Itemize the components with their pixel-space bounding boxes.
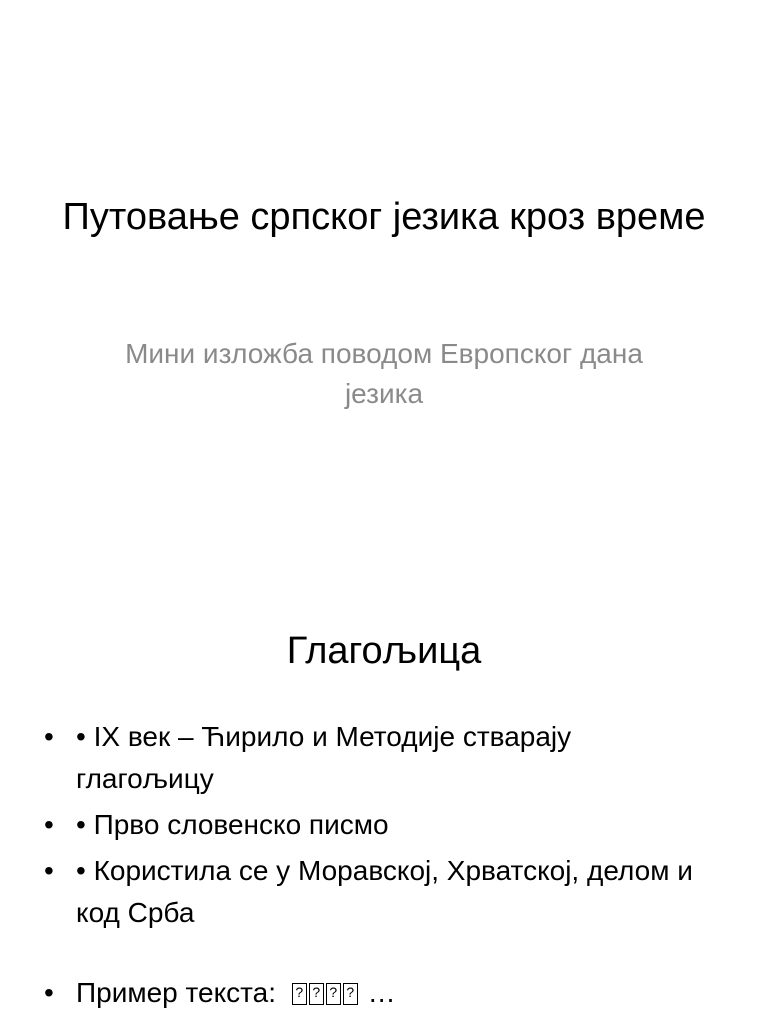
bullet-marker: •: [44, 721, 54, 752]
list-item: [40, 716, 700, 800]
list-item: [40, 972, 700, 1014]
bullet-marker: •: [44, 977, 54, 1008]
missing-glyph-boxes: [292, 977, 368, 1008]
slide-heading: Глагољица: [286, 630, 482, 672]
ellipsis: …: [367, 977, 396, 1008]
presentation-title: Путовање српског језика кроз време: [62, 196, 706, 238]
list-item: [40, 850, 700, 934]
slide-glagolitic: [0, 576, 768, 1024]
missing-glyph-icon: [309, 983, 324, 1005]
bullet-text: • Прво словенско писмо: [76, 809, 389, 840]
bullet-text: Пример текста:: [76, 977, 277, 1008]
bullet-text: • Користила се у Моравској, Хрватској, делом и код Срба: [76, 855, 693, 928]
missing-glyph-icon: [326, 983, 341, 1005]
missing-glyph-icon: [292, 983, 307, 1005]
bullet-text: • IX век – Ћирило и Методије стварају глагољицу: [76, 721, 572, 794]
bullet-marker: •: [44, 855, 54, 886]
bullet-marker: •: [44, 809, 54, 840]
missing-glyph-icon: [343, 983, 358, 1005]
bullet-list: [40, 716, 700, 1018]
presentation-subtitle: Мини изложба поводом Европског дана језика: [125, 338, 643, 409]
list-item: [40, 804, 700, 846]
